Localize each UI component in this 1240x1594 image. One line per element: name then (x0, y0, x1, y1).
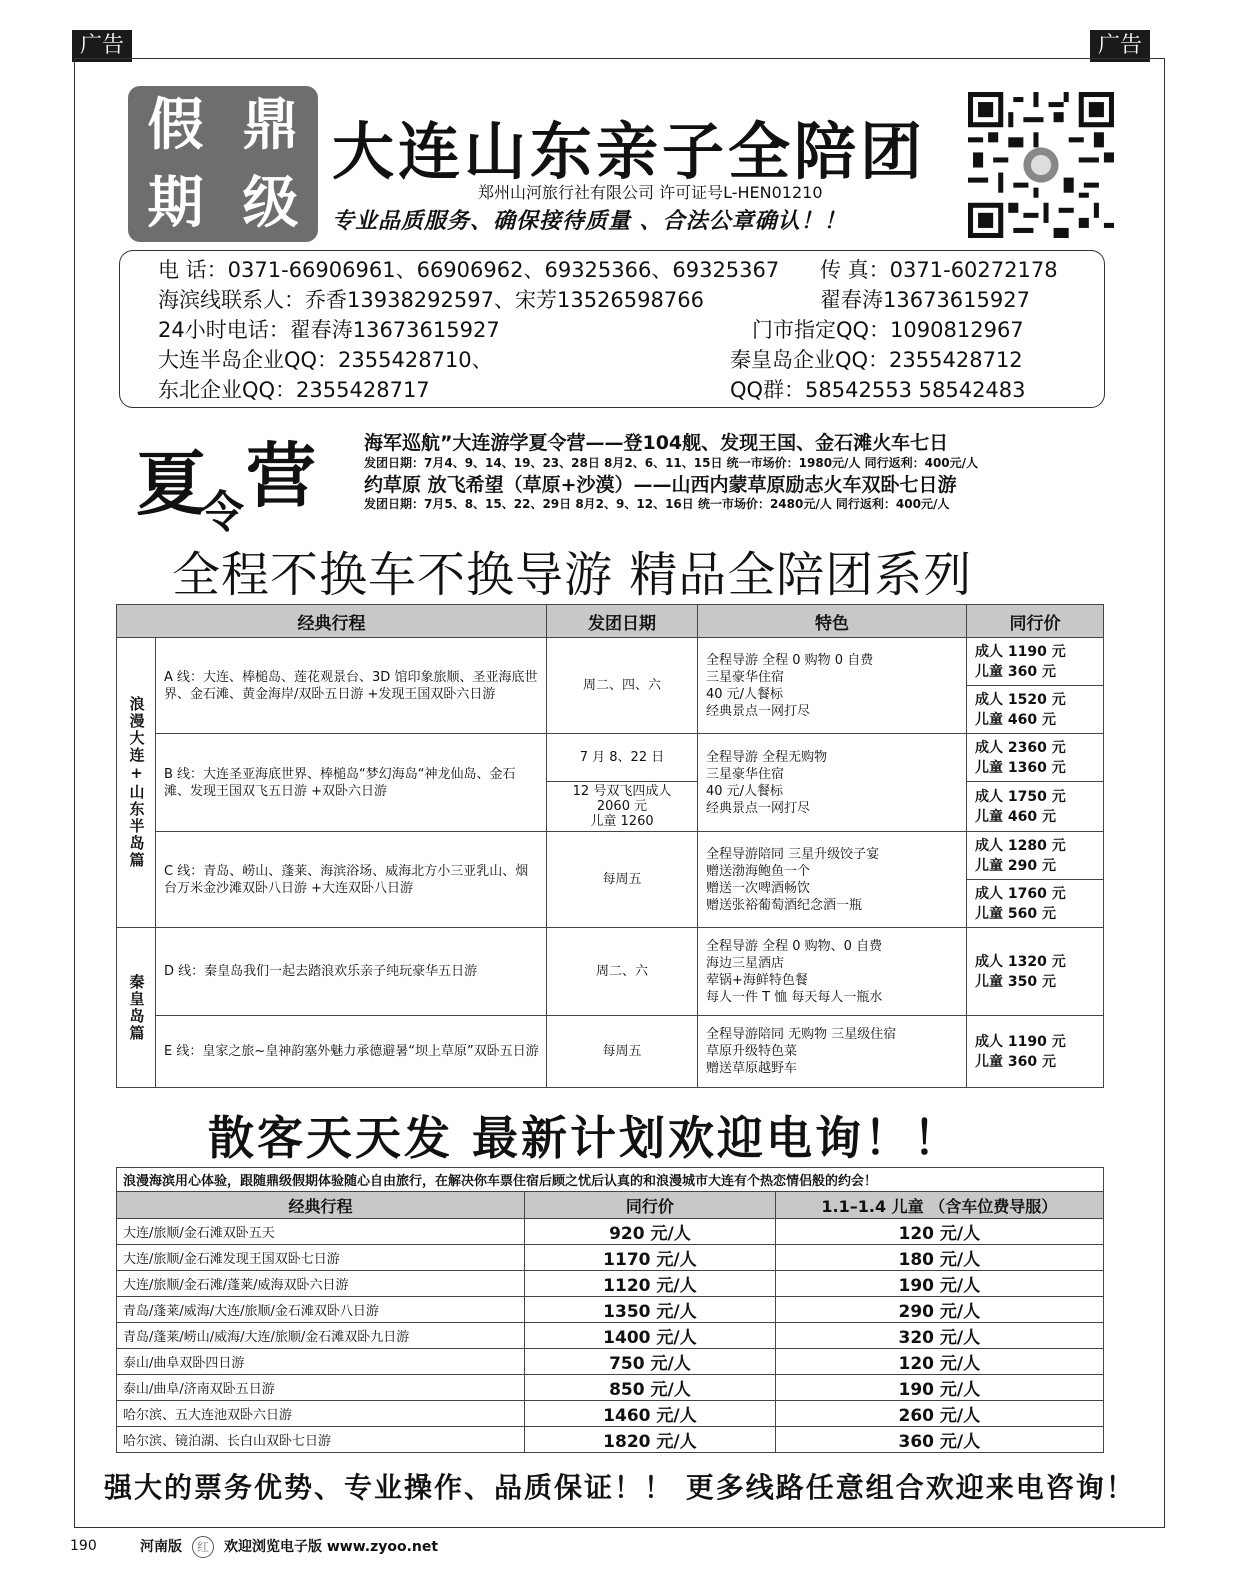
child-price-cell: 190 元/人 (775, 1271, 1103, 1297)
edition: 河南版 (140, 1539, 182, 1555)
child-price-cell: 320 元/人 (775, 1323, 1103, 1349)
seaside-contact-2: 翟春涛13673615927 (820, 288, 1030, 312)
table-row (117, 1219, 1104, 1245)
child-price-cell: 290 元/人 (775, 1297, 1103, 1323)
route-cell: 泰山/曲阜双卧四日游 (117, 1349, 525, 1375)
summer-char: 令 (200, 487, 244, 538)
section-label: 秦皇岛篇 (117, 928, 156, 1088)
feature-cell: 全程导游 全程 0 购物、0 自费 海边三星酒店 荤锅+海鲜特色餐 每人一件 T 恤 每天每人一瓶水 (698, 928, 967, 1016)
table-row (117, 1375, 1104, 1401)
table-row (117, 1323, 1104, 1349)
circle-mark-icon: 红 (192, 1536, 214, 1558)
route-cell: E 线：皇家之旅~皇神韵塞外魅力承德避暑“坝上草原”双卧五日游 (156, 1016, 547, 1088)
footer-slogan: 强大的票务优势、专业操作、品质保证！！ 更多线路任意组合欢迎来电咨询！ (104, 1471, 1136, 1504)
table-intro: 浪漫海滨用心体验，跟随鼎级假期体验随心自由旅行，在解决你车票住宿后顾之忧后认真的和浪漫城市大连有个热恋情侣般的约会！ (117, 1168, 1104, 1192)
feature-cell: 全程导游陪同 三星升级饺子宴 赠送渤海鲍鱼一个 赠送一次啤酒畅饮 赠送张裕葡萄酒纪念酒一瓶 (698, 832, 967, 928)
camp2-detail: 发团日期：7月5、8、15、22、29日 8月2、9、12、16日 统一市场价：2480元/人 同行返利：400元/人 (364, 497, 950, 511)
camp2-title: 约草原 放飞希望（草原+沙漠）——山西内蒙草原励志火车双卧七日游 (364, 474, 957, 496)
date-cell: 12 号双飞四成人 2060 元 儿童 1260 (547, 782, 698, 832)
logo-char: 期 (147, 170, 204, 236)
section-label: 浪漫大连+山东半岛篇 (117, 638, 156, 928)
date-cell: 每周五 (547, 1016, 698, 1088)
route-cell: 哈尔滨、镜泊湖、长白山双卧七日游 (117, 1427, 525, 1453)
hotline: 24小时电话：翟春涛13673615927 (158, 318, 500, 342)
feature-cell: 全程导游 全程 0 购物 0 自费 三星豪华住宿 40 元/人餐标 经典景点一网打尽 (698, 638, 967, 734)
logo-char: 鼎 (242, 92, 299, 158)
fax-number: 传 真：0371-60272178 (820, 258, 1058, 282)
page-footer (140, 1536, 438, 1558)
price-cell: 850 元/人 (525, 1375, 776, 1401)
table-row (117, 1401, 1104, 1427)
qr-code-icon (968, 92, 1114, 238)
feature-cell: 全程导游 全程无购物 三星豪华住宿 40 元/人餐标 经典景点一网打尽 (698, 734, 967, 832)
col-header: 1.1–1.4 儿童 （含车位费导服） (775, 1192, 1103, 1219)
route-cell: 青岛/蓬莱/崂山/威海/大连/旅顺/金石滩双卧九日游 (117, 1323, 525, 1349)
child-price-cell: 180 元/人 (775, 1245, 1103, 1271)
child-price-cell: 360 元/人 (775, 1427, 1103, 1453)
child-price-cell: 120 元/人 (775, 1349, 1103, 1375)
headline-2: 散客天天发 最新计划欢迎电询！！ (208, 1111, 963, 1165)
ad-label-right: 广告 (1090, 30, 1150, 62)
child-price-cell: 260 元/人 (775, 1401, 1103, 1427)
date-cell: 周二、四、六 (547, 638, 698, 734)
price-cell: 成人 1190 元 儿童 360 元 (967, 638, 1104, 686)
route-cell: 哈尔滨、五大连池双卧六日游 (117, 1401, 525, 1427)
col-header: 同行价 (967, 605, 1104, 638)
route-cell: 大连/旅顺/金石滩/蓬莱/威海双卧六日游 (117, 1271, 525, 1297)
child-price-cell: 120 元/人 (775, 1219, 1103, 1245)
date-cell: 周二、六 (547, 928, 698, 1016)
route-cell: D 线：秦皇岛我们一起去踏浪欢乐亲子纯玩豪华五日游 (156, 928, 547, 1016)
price-cell: 1170 元/人 (525, 1245, 776, 1271)
table-row (117, 1349, 1104, 1375)
qinhuangdao-qq: 秦皇岛企业QQ：2355428712 (730, 348, 1023, 372)
store-qq: 门市指定QQ：1090812967 (752, 318, 1024, 342)
tour-table (116, 604, 1104, 1088)
feature-cell: 全程导游陪同 无购物 三星级住宿 草原升级特色菜 赠送草原越野车 (698, 1016, 967, 1088)
camp1-title: 海军巡航”大连游学夏令营——登104舰、发现王国、金石滩火车七日 (364, 432, 949, 454)
slogan: 专业品质服务、确保接待质量 、合法公章确认！！ (332, 209, 847, 234)
qq-group: QQ群：58542553 58542483 (730, 378, 1026, 402)
route-cell: 泰山/曲阜/济南双卧五日游 (117, 1375, 525, 1401)
route-cell: 大连/旅顺/金石滩发现王国双卧七日游 (117, 1245, 525, 1271)
col-header: 经典行程 (117, 605, 547, 638)
price-cell: 1350 元/人 (525, 1297, 776, 1323)
brand-logo (128, 86, 318, 242)
summer-char: 营 (246, 434, 316, 517)
logo-char: 级 (242, 170, 299, 236)
route-cell: A 线：大连、棒槌岛、莲花观景台、3D 馆印象旅顺、圣亚海底世界、金石滩、黄金海岸/双卧五日游 +发现王国双卧六日游 (156, 638, 547, 734)
route-cell: 大连/旅顺/金石滩双卧五天 (117, 1219, 525, 1245)
seaside-contacts: 海滨线联系人：乔香13938292597、宋芳13526598766 (158, 288, 704, 312)
table-row (117, 1427, 1104, 1453)
table-row (117, 1297, 1104, 1323)
price-cell: 1120 元/人 (525, 1271, 776, 1297)
welcome-text: 欢迎浏览电子版 www.zyoo.net (224, 1539, 439, 1555)
price-cell: 成人 1190 元 儿童 360 元 (967, 1016, 1104, 1088)
phone-numbers: 电 话：0371-66906961、66906962、69325366、69325367 (158, 258, 780, 282)
dalian-qq: 大连半岛企业QQ：2355428710、 (158, 348, 493, 372)
price-cell: 成人 1320 元 儿童 350 元 (967, 928, 1104, 1016)
summer-char: 夏 (136, 442, 206, 525)
date-cell: 每周五 (547, 832, 698, 928)
price-cell: 成人 1520 元 儿童 460 元 (967, 686, 1104, 734)
contact-box (119, 250, 1105, 408)
price-cell: 1820 元/人 (525, 1427, 776, 1453)
route-cell: 青岛/蓬莱/威海/大连/旅顺/金石滩双卧八日游 (117, 1297, 525, 1323)
route-cell: C 线：青岛、崂山、蓬莱、海滨浴场、威海北方小三亚乳山、烟台万米金沙滩双卧八日游 +大连双卧八日游 (156, 832, 547, 928)
route-cell: B 线：大连圣亚海底世界、棒槌岛“梦幻海岛“神龙仙岛、金石滩、发现王国双飞五日游 +双卧六日游 (156, 734, 547, 832)
table-row (117, 1245, 1104, 1271)
price-cell: 成人 1750 元 儿童 460 元 (967, 782, 1104, 832)
price-cell: 750 元/人 (525, 1349, 776, 1375)
price-cell: 1460 元/人 (525, 1401, 776, 1427)
col-header: 经典行程 (117, 1192, 525, 1219)
table-row (117, 1271, 1104, 1297)
logo-char: 假 (147, 92, 204, 158)
page-number: 190 (70, 1538, 97, 1554)
col-header: 发团日期 (547, 605, 698, 638)
price-cell: 成人 2360 元 儿童 1360 元 (967, 734, 1104, 782)
price-cell: 920 元/人 (525, 1219, 776, 1245)
ad-label-left: 广告 (72, 30, 132, 62)
col-header: 特色 (698, 605, 967, 638)
price-cell: 成人 1280 元 儿童 290 元 (967, 832, 1104, 880)
ad-title: 大连山东亲子全陪团 (332, 115, 927, 188)
col-header: 同行价 (525, 1192, 776, 1219)
price-cell: 1400 元/人 (525, 1323, 776, 1349)
child-price-cell: 190 元/人 (775, 1375, 1103, 1401)
date-cell: 7 月 8、22 日 (547, 734, 698, 782)
price-table (116, 1167, 1104, 1453)
company-license: 郑州山河旅行社有限公司 许可证号L-HEN01210 (478, 183, 823, 202)
camp1-detail: 发团日期：7月4、9、14、19、23、28日 8月2、6、11、15日 统一市场价：1980元/人 同行返利：400元/人 (364, 456, 979, 470)
price-cell: 成人 1760 元 儿童 560 元 (967, 880, 1104, 928)
northeast-qq: 东北企业QQ：2355428717 (158, 378, 430, 402)
headline: 全程不换车不换导游 精品全陪团系列 (172, 547, 973, 603)
